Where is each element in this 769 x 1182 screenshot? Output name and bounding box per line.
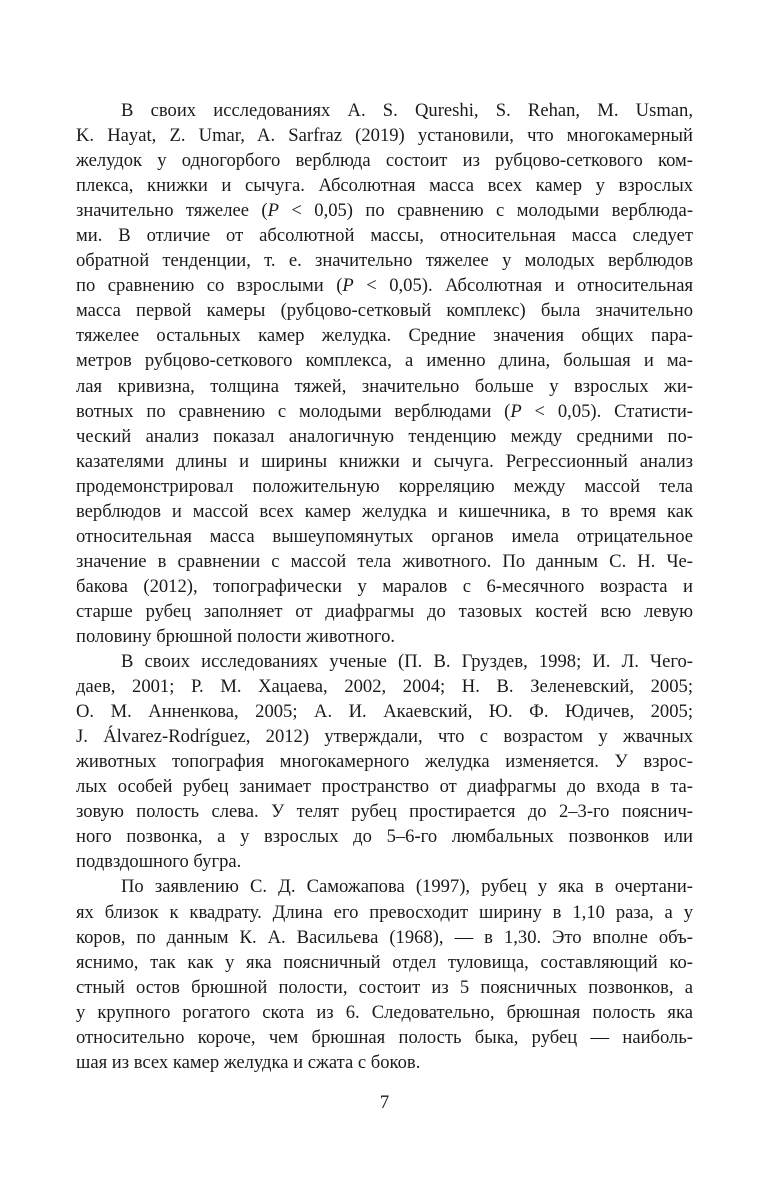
paragraph-1 — [76, 98, 693, 649]
text-line: О. М. Анненкова, 2005; А. И. Акаевский, Ю. Ф. Юдичев, 2005; — [76, 701, 693, 723]
text-line: K. Hayat, Z. Umar, A. Sarfraz (2019) установили, что многокамерный — [76, 125, 693, 147]
text-line: продемонстрировал положительную корреляцию между массой тела — [76, 475, 693, 497]
text-line: В своих исследованиях ученые (П. В. Груздев, 1998; И. Л. Чего- — [121, 651, 693, 673]
text-line: обратной тенденции, т. е. значительно тяжелее у молодых верблюдов — [76, 250, 693, 272]
text-line: половину брюшной полости животного. — [76, 625, 396, 647]
page-number: 7 — [379, 1092, 390, 1113]
text-line: животных топография многокамерного желудка изменяется. У взрос- — [76, 751, 693, 773]
text-line: стный остов брюшной полости, состоит из 5 поясничных позвонков, а — [76, 976, 693, 998]
text-line: лая кривизна, толщина тяжей, значительно больше у взрослых жи- — [76, 375, 693, 397]
text-line: зовую полость слева. У телят рубец простирается до 2–3-го пояснич- — [76, 801, 693, 823]
text-line: бакова (2012), топографически у маралов с 6-месячного возраста и — [76, 575, 693, 597]
text-line: даев, 2001; Р. М. Хацаева, 2002, 2004; Н. В. Зеленевский, 2005; — [76, 676, 693, 698]
text-line: ми. В отличие от абсолютной массы, относительная масса следует — [76, 225, 693, 247]
text-line: По заявлению С. Д. Саможапова (1997), рубец у яка в очертани- — [121, 876, 693, 898]
text-line: верблюдов и массой всех камер желудка и кишечника, в то время как — [76, 500, 693, 522]
text-line: подвздошного бугра. — [76, 851, 242, 873]
text-line: масса первой камеры (рубцово-сетковый комплекс) была значительно — [76, 300, 693, 322]
text-line: относительная масса вышеупомянутых органов имела отрицательное — [76, 525, 693, 547]
page-text — [76, 98, 693, 1075]
text-line: метров рубцово-сеткового комплекса, а именно длина, большая и ма- — [76, 350, 693, 372]
text-line: коров, по данным К. А. Васильева (1968), — в 1,30. Это вполне объ- — [76, 926, 693, 948]
text-line: старше рубец заполняет от диафрагмы до тазовых костей всю левую — [76, 600, 693, 622]
paragraph-2 — [76, 649, 693, 874]
text-line: ях близок к квадрату. Длина его превосходит ширину в 1,10 раза, а у — [76, 901, 693, 923]
text-line: ческий анализ показал аналогичную тенденцию между средними по- — [76, 425, 693, 447]
text-line: плекса, книжки и сычуга. Абсолютная масса всех камер у взрослых — [76, 175, 693, 197]
text-line: ного позвонка, а у взрослых до 5–6-го люмбальных позвонков или — [76, 826, 693, 848]
text-line: шая из всех камер желудка и сжата с боков. — [76, 1051, 421, 1073]
text-line: вотных по сравнению с молодыми верблюдами (P < 0,05). Статисти- — [76, 400, 693, 422]
text-line: В своих исследованиях A. S. Qureshi, S. Rehan, M. Usman, — [121, 100, 693, 121]
text-line: лых особей рубец занимает пространство от диафрагмы до входа в та- — [76, 776, 693, 798]
text-line: тяжелее остальных камер желудка. Средние значения общих пара- — [76, 325, 693, 347]
text-line: желудок у одногорбого верблюда состоит из рубцово-сеткового ком- — [76, 150, 693, 172]
text-line: J. Álvarez-Rodríguez, 2012) утверждали, что с возрастом у жвачных — [76, 726, 693, 748]
text-line: относительно короче, чем брюшная полость быка, рубец — наиболь- — [76, 1026, 693, 1048]
text-line: у крупного рогатого скота из 6. Следовательно, брюшная полость яка — [76, 1001, 693, 1023]
text-line: значительно тяжелее (P < 0,05) по сравнению с молодыми верблюда- — [76, 200, 694, 222]
text-line: казателями длины и ширины книжки и сычуга. Регрессионный анализ — [76, 450, 693, 472]
paragraph-3 — [76, 874, 693, 1074]
text-line: по сравнению со взрослыми (P < 0,05). Абсолютная и относительная — [76, 275, 694, 297]
text-line: значение в сравнении с массой тела животного. По данным С. Н. Че- — [76, 550, 693, 572]
text-line: яснимо, так как у яка поясничный отдел туловища, составляющий ко- — [76, 951, 693, 973]
